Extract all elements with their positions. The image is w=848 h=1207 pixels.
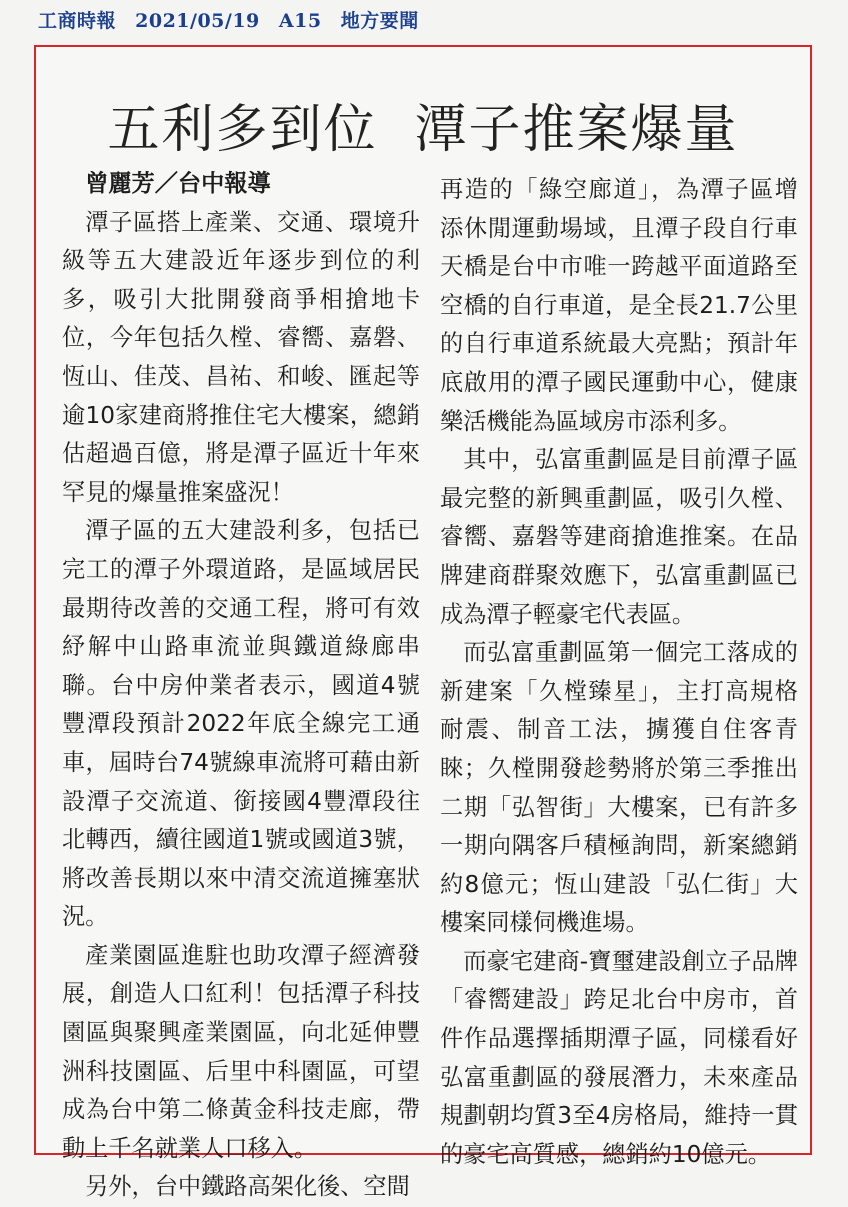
article-paragraph: 產業園區進駐也助攻潭子經濟發展，創造人口紅利！包括潭子科技園區與聚興產業園區，向北延伸豐洲科技園區、后里中科園區，可望成為台中第二條黃金科技走廊，帶動上千名就業人口移入。 bbox=[62, 941, 420, 1162]
section-name: 地方要聞 bbox=[340, 10, 419, 32]
article-paragraph: 其中，弘富重劃區是目前潭子區最完整的新興重劃區，吸引久樘、睿嚮、嘉磐等建商搶進推案。在品牌建商群聚效應下，弘富重劃區已成為潭子輕豪宅代表區。 bbox=[440, 446, 798, 628]
article-column-left bbox=[62, 165, 420, 1207]
article-paragraph: 而豪宅建商-寶璽建設創立子品牌「睿嚮建設」跨足北台中房市，首件作品選擇插期潭子區，同樣看好弘富重劃區的發展潛力，未來產品規劃朝均質3至4房格局，維持一貫的豪宅高質感，總銷約10億元。 bbox=[440, 947, 798, 1168]
article-paragraph: 再造的「綠空廊道」，為潭子區增添休閒運動場域，且潭子段自行車天橋是台中市唯一跨越平面道路至空橋的自行車道，是全長21.7公里的自行車道系統最大亮點；預計年底啟用的潭子國民運動中心，健康樂活機能為區域房市添利多。 bbox=[440, 176, 798, 435]
issue-date: 2021/05/19 bbox=[135, 10, 260, 32]
paper-name: 工商時報 bbox=[38, 10, 117, 32]
newspaper-header bbox=[38, 6, 431, 33]
article-column-right bbox=[440, 171, 798, 1174]
article-frame bbox=[34, 45, 812, 1201]
article-paragraph: 另外，台中鐵路高架化後、空間 bbox=[85, 1173, 410, 1201]
article-byline: 曾麗芳／台中報導 bbox=[85, 170, 271, 197]
article-paragraph: 潭子區搭上產業、交通、環境升級等五大建設近年逐步到位的利多，吸引大批開發商爭相搶地卡位，今年包括久樘、睿嚮、嘉磐、恆山、佳茂、昌祐、和峻、匯起等逾10家建商將推住宅大樓案，總銷估超過百億，將是潭子區近十年來罕見的爆量推案盛況！ bbox=[62, 208, 420, 506]
page-number: A15 bbox=[278, 10, 322, 32]
article-paragraph: 而弘富重劃區第一個完工落成的新建案「久樘臻星」，主打高規格耐震、制音工法，擄獲自住客青睞；久樘開發趁勢將於第三季推出二期「弘智街」大樓案，已有許多一期向隅客戶積極詢問，新案總銷約8億元；恆山建設「弘仁街」大樓案同樣伺機進場。 bbox=[440, 639, 798, 937]
article-headline: 五利多到位 潭子推案爆量 bbox=[107, 100, 739, 160]
article-paragraph: 潭子區的五大建設利多，包括已完工的潭子外環道路，是區域居民最期待改善的交通工程，將可有效紓解中山路車流並與鐵道綠廊串聯。台中房仲業者表示，國道4號豐潭段預計2022年底全線完工通車，屆時台74號線車流將可藉由新設潭子交流道、銜接國4豐潭段往北轉西，續往國道1號或國道3號，將改善長期以來中清交流道擁塞狀況。 bbox=[62, 517, 420, 931]
